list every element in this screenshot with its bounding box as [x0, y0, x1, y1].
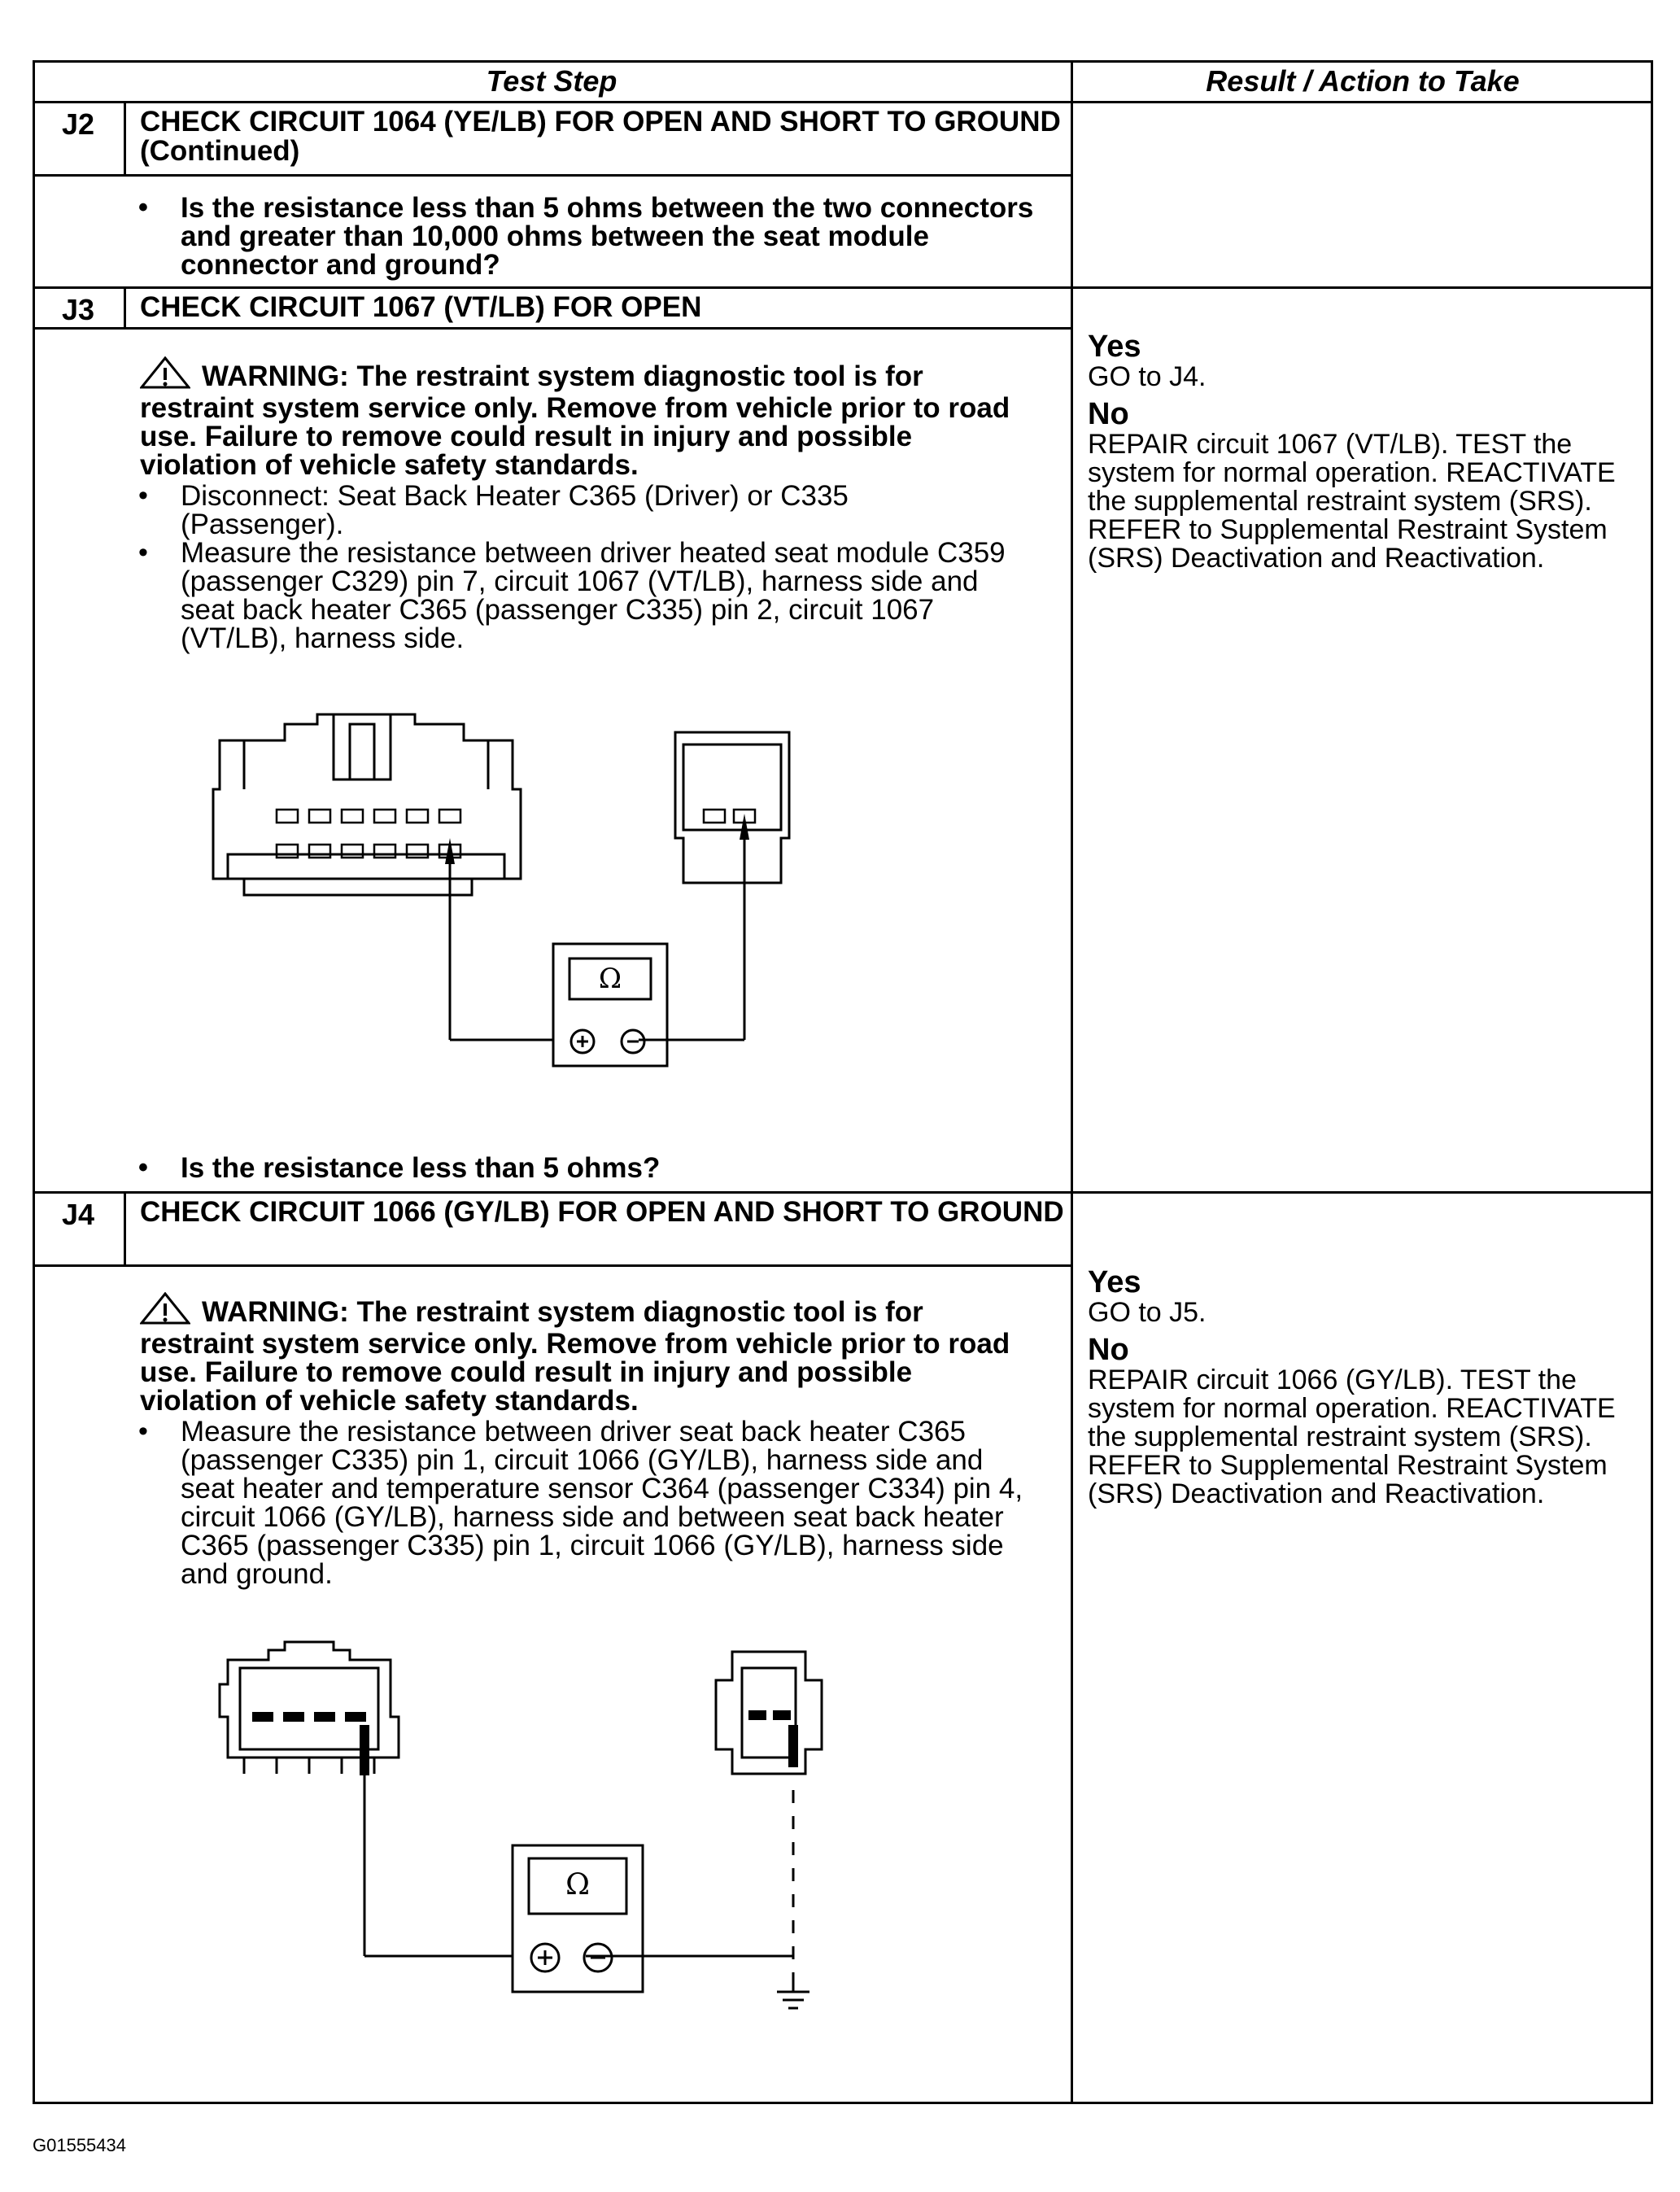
- bullet-icon: •: [138, 1152, 148, 1183]
- j3-title-rule: [33, 327, 1072, 330]
- result-yes-text: GO to J5.: [1088, 1297, 1207, 1328]
- warning-text: WARNING: The restraint system diagnostic tool is for restraint system service only. Remove from vehicle prior to road use. Failure to remove could result in injury and possible violation of vehicle safety standards.: [140, 360, 1010, 481]
- result-no-label: No: [1088, 1333, 1129, 1367]
- column-divider: [1071, 60, 1073, 2104]
- step-title-j2: CHECK CIRCUIT 1064 (YE/LB) FOR OPEN AND SHORT TO GROUND (Continued): [140, 106, 1061, 167]
- result-yes-label: Yes: [1088, 330, 1141, 364]
- step-id-j2: J2: [61, 107, 95, 141]
- stepid-divider-j4: [124, 1193, 126, 1266]
- meter-ohm-symbol: Ω: [565, 1868, 590, 1902]
- j4-title-rule: [33, 1264, 1072, 1267]
- header-result-action: Result / Action to Take: [1206, 64, 1520, 98]
- probe-tip-right: [740, 814, 749, 840]
- result-no-label: No: [1088, 397, 1129, 431]
- step-id-j4: J4: [61, 1198, 95, 1231]
- ground-symbol-icon: [777, 1992, 809, 2008]
- meter-ohm-symbol: Ω: [598, 963, 622, 995]
- result-no-text: REPAIR circuit 1066 (GY/LB). TEST the system for normal operation. REACTIVATE the supplemental restraint system (SRS). REFER to Supplemental Restraint System (SRS) Deactivation and Reactivation.: [1088, 1365, 1616, 1509]
- warning-j3: [140, 356, 1035, 479]
- bullet-icon: •: [138, 480, 148, 511]
- bullet-icon: •: [138, 192, 148, 223]
- probe-tip-left: [445, 838, 455, 864]
- seat-back-heater-connector: [675, 732, 789, 883]
- warning-triangle-icon: [140, 1292, 190, 1330]
- j3-row-rule: [33, 286, 1653, 289]
- j2-title-rule: [33, 174, 1072, 177]
- module-pin-grid: [277, 810, 460, 858]
- c365-pins: [252, 1712, 366, 1722]
- ohmmeter: [553, 944, 667, 1066]
- result-j4: [1088, 1266, 1641, 1509]
- step-id-j3: J3: [61, 293, 95, 326]
- stepid-divider-j2: [124, 101, 126, 176]
- probe-tip-right: [788, 1725, 798, 1767]
- c364-pins: [748, 1710, 791, 1720]
- result-yes-label: Yes: [1088, 1265, 1141, 1299]
- header-test-step: Test Step: [486, 64, 617, 98]
- figure-code: G01555434: [33, 2135, 126, 2155]
- probe-leads: [450, 826, 744, 1040]
- bullet-icon: •: [138, 1416, 148, 1447]
- probe-tip-left: [360, 1725, 369, 1775]
- bullet-icon: •: [138, 537, 148, 568]
- temperature-sensor-connector-c364: [716, 1652, 822, 1774]
- j4-row-rule: [33, 1191, 1653, 1194]
- warning-j4: [140, 1292, 1035, 1415]
- step-title-j3: CHECK CIRCUIT 1067 (VT/LB) FOR OPEN: [140, 291, 702, 323]
- seat-back-heater-connector-c365: [220, 1642, 399, 1774]
- result-no-text: REPAIR circuit 1067 (VT/LB). TEST the system for normal operation. REACTIVATE the supplemental restraint system (SRS). REFER to Supplemental Restraint System (SRS) Deactivation and Reactivation.: [1088, 429, 1616, 574]
- header-rule: [33, 101, 1653, 103]
- warning-text: WARNING: The restraint system diagnostic tool is for restraint system service only. Remove from vehicle prior to road use. Failure to remove could result in injury and possible violation of vehicle safety standards.: [140, 1296, 1010, 1417]
- step-title-j4: CHECK CIRCUIT 1066 (GY/LB) FOR OPEN AND SHORT TO GROUND: [140, 1196, 1064, 1228]
- result-j3: [1088, 330, 1641, 573]
- j3-connector-diagram: [195, 708, 846, 1082]
- stepid-divider-j3: [124, 288, 126, 329]
- j4-connector-diagram: [195, 1635, 862, 2026]
- result-yes-text: GO to J4.: [1088, 361, 1207, 392]
- ohmmeter: [513, 1845, 643, 1992]
- heated-seat-module-connector: [213, 714, 521, 895]
- warning-triangle-icon: [140, 356, 190, 394]
